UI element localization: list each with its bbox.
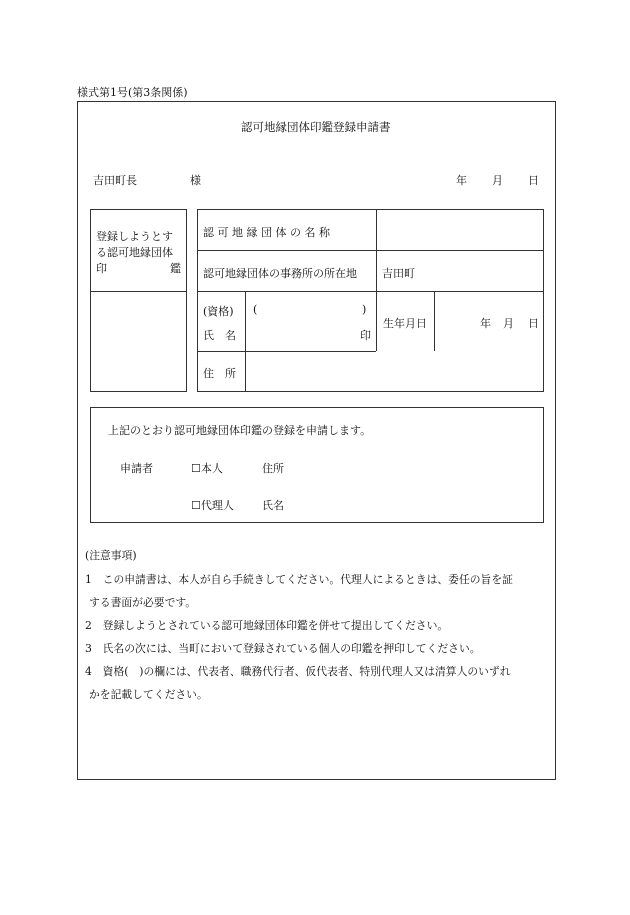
org-name-label: 認 可 地 縁 団 体 の 名 称 bbox=[203, 226, 330, 239]
date-day-label: 日 bbox=[528, 174, 539, 187]
birthdate-label: 生年月日 bbox=[383, 317, 427, 330]
honorific: 様 bbox=[190, 174, 201, 187]
seal-label-line2: る認可地縁団体 bbox=[96, 246, 173, 259]
recipient: 吉田町長 bbox=[93, 174, 137, 187]
date-month-label: 月 bbox=[492, 174, 503, 187]
form-number: 様式第1号(第3条関係) bbox=[77, 86, 188, 99]
date-year-label: 年 bbox=[456, 174, 467, 187]
org-table-inner-col bbox=[245, 291, 246, 392]
seal-mark: 印 bbox=[360, 329, 371, 342]
qualification-paren-close: ) bbox=[362, 303, 367, 316]
form-title: 認可地縁団体印鑑登録申請書 bbox=[241, 120, 391, 134]
birth-day-label: 日 bbox=[528, 317, 539, 330]
note-1-line2: する書面が必要です。 bbox=[89, 596, 197, 609]
org-name-field[interactable] bbox=[380, 213, 540, 247]
checkbox-agent[interactable]: ☐代理人 bbox=[191, 499, 234, 512]
applicant-address-label: 住所 bbox=[262, 462, 284, 475]
seal-label-line3-left: 印 bbox=[96, 262, 107, 275]
note-4-line1: 4 資格( )の欄には、代表者、職務代行者、仮代表者、特別代理人又は清算人のいずれ bbox=[85, 665, 511, 678]
birth-year-label: 年 bbox=[480, 317, 491, 330]
person-name-label: 氏 名 bbox=[203, 329, 236, 342]
org-table-col-divider bbox=[376, 209, 377, 351]
org-table-line1 bbox=[197, 250, 544, 251]
seal-label-line1: 登録しようとす bbox=[96, 230, 173, 243]
residence-field[interactable] bbox=[250, 355, 540, 389]
applicant-name-label: 氏名 bbox=[262, 499, 284, 512]
qualification-label: (資格) bbox=[203, 305, 234, 318]
residence-label: 住 所 bbox=[203, 367, 236, 380]
note-2: 2 登録しようとされている認可地縁団体印鑑を併せて提出してください。 bbox=[85, 619, 449, 632]
seal-label-line3-right: 鑑 bbox=[170, 262, 181, 275]
org-address-label: 認可地縁団体の事務所の所在地 bbox=[203, 267, 357, 280]
checkbox-self[interactable]: ☐本人 bbox=[191, 462, 223, 475]
notes-heading: (注意事項) bbox=[85, 549, 137, 562]
seal-impression-area[interactable] bbox=[92, 294, 185, 390]
org-table-line3 bbox=[197, 351, 376, 352]
birth-month-label: 月 bbox=[503, 317, 514, 330]
note-3: 3 氏名の次には、当町において登録されている個人の印鑑を押印してください。 bbox=[85, 642, 481, 655]
org-address-value[interactable]: 吉田町 bbox=[382, 267, 415, 280]
seal-box-divider bbox=[90, 291, 187, 292]
qualification-paren-open: ( bbox=[253, 303, 258, 316]
application-statement: 上記のとおり認可地縁団体印鑑の登録を申請します。 bbox=[108, 424, 372, 437]
note-4-line2: かを記載してください。 bbox=[89, 688, 208, 701]
note-1-line1: 1 この申請書は、本人が自ら手続きしてください。代理人によるときは、委任の旨を証 bbox=[85, 573, 513, 586]
applicant-label: 申請者 bbox=[120, 462, 153, 475]
org-table-birth-col bbox=[434, 291, 435, 351]
org-table-line2 bbox=[197, 291, 544, 292]
